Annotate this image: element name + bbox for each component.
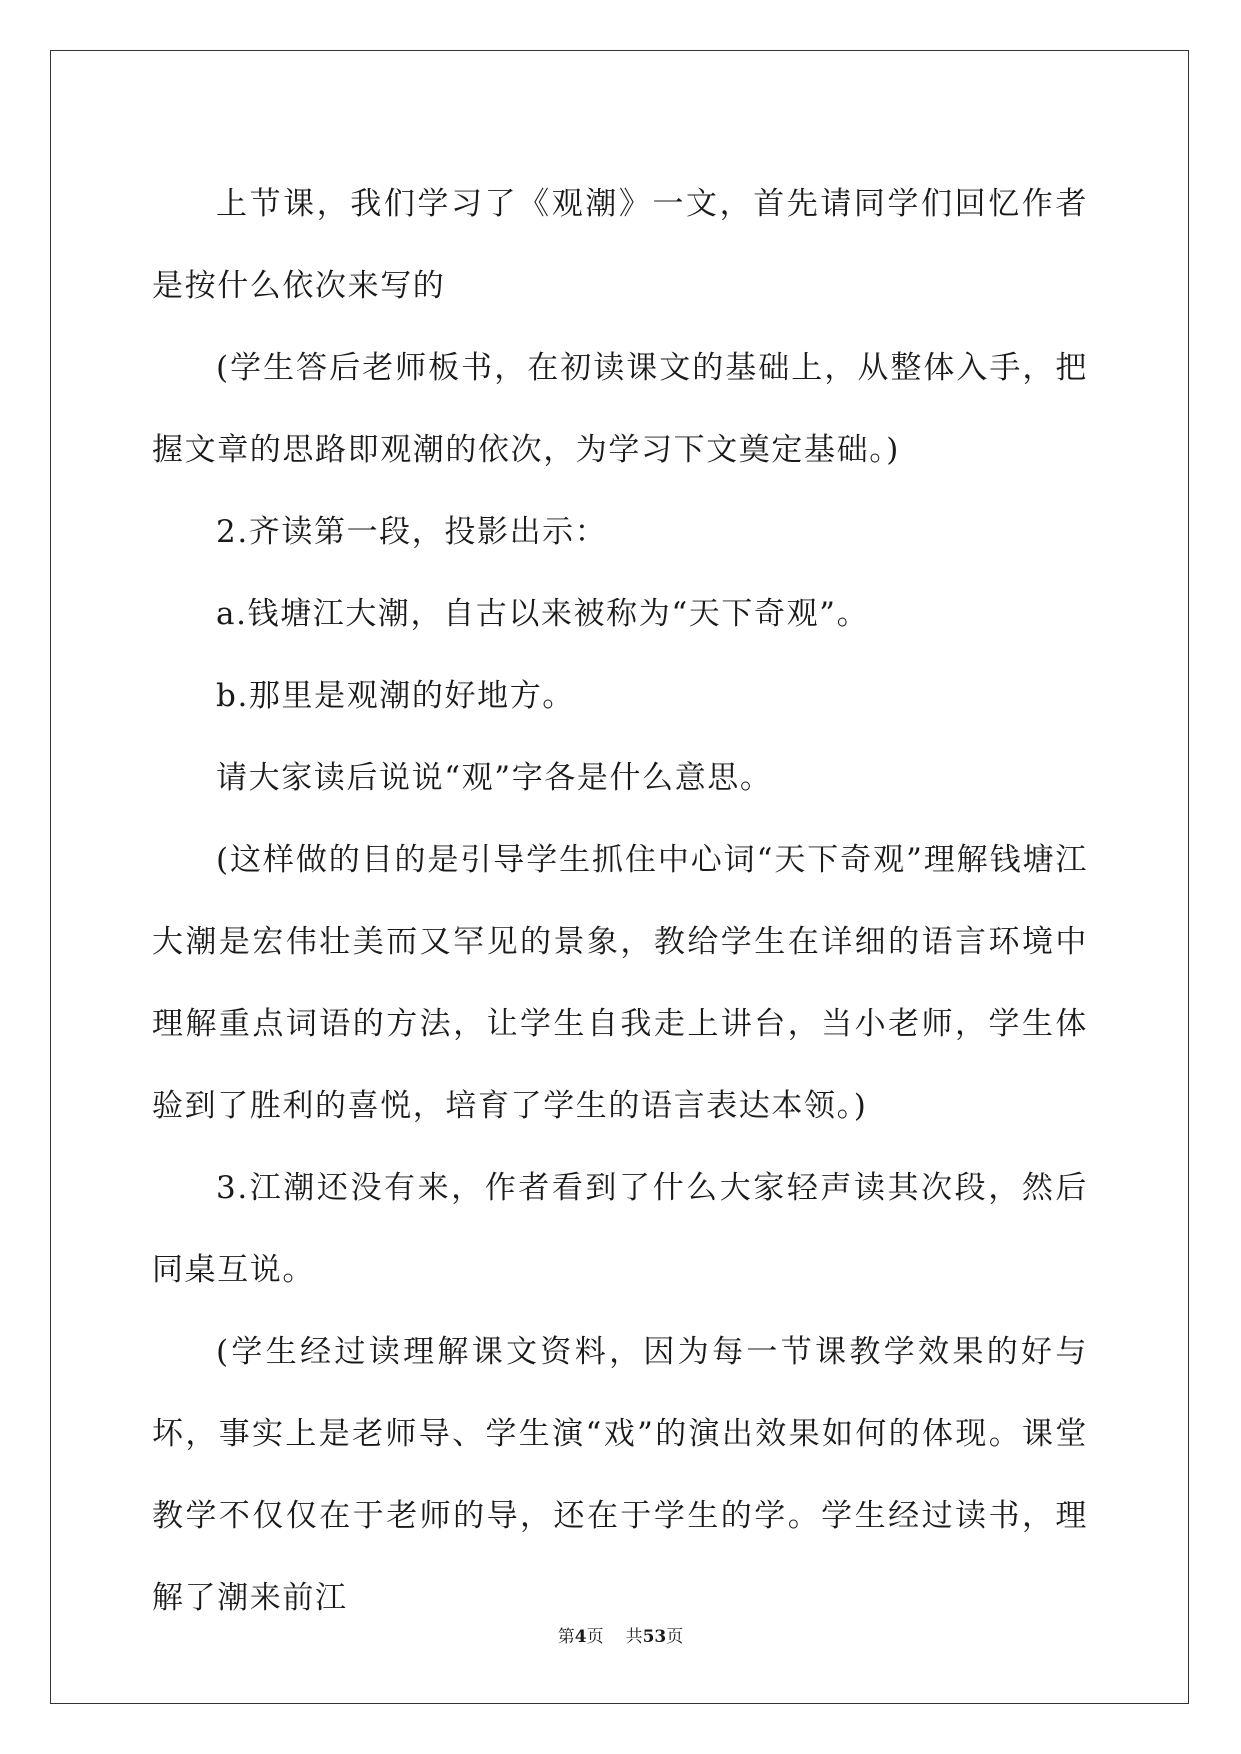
document-body — [152, 163, 1088, 1639]
paragraph-6: 请大家读后说说“观”字各是什么意思。 — [216, 760, 773, 796]
total-suffix: 页 — [666, 1627, 684, 1647]
paragraph-1: 上节课，我们学习了《观潮》一文，首先请同学们回忆作者是按什么依次来写的 — [152, 186, 1088, 304]
paragraph-8: 3.江潮还没有来，作者看到了什么大家轻声读其次段，然后同桌互说。 — [152, 1170, 1088, 1288]
paragraph-4: a.钱塘江大潮，自古以来被称为“天下奇观”。 — [216, 596, 870, 632]
paragraph-9: (学生经过读理解课文资料，因为每一节课教学效果的好与坏，事实上是老师导、学生演“戏”的演出效果如何的体现。课堂教学不仅仅在于老师的导，还在于学生的学。学生经过读书，理解了潮来前江 — [152, 1334, 1088, 1616]
paragraph-3: 2.齐读第一段，投影出示： — [216, 514, 608, 550]
page-number: 4 — [574, 1627, 587, 1647]
page-prefix: 第 — [557, 1627, 575, 1647]
paragraph-5: b.那里是观潮的好地方。 — [216, 678, 575, 714]
paragraph-7: (这样做的目的是引导学生抓住中心词“天下奇观”理解钱塘江大潮是宏伟壮美而又罕见的景象，教给学生在详细的语言环境中理解重点词语的方法，让学生自我走上讲台，当小老师，学生体验到了胜利的喜悦，培育了学生的语言表达本领。) — [152, 842, 1088, 1124]
total-prefix: 共 — [625, 1627, 643, 1647]
total-pages: 53 — [642, 1627, 667, 1647]
page-footer — [0, 1622, 1241, 1647]
page-suffix: 页 — [586, 1627, 604, 1647]
paragraph-2: (学生答后老师板书，在初读课文的基础上，从整体入手，把握文章的思路即观潮的依次，为学习下文奠定基础。) — [152, 350, 1088, 468]
